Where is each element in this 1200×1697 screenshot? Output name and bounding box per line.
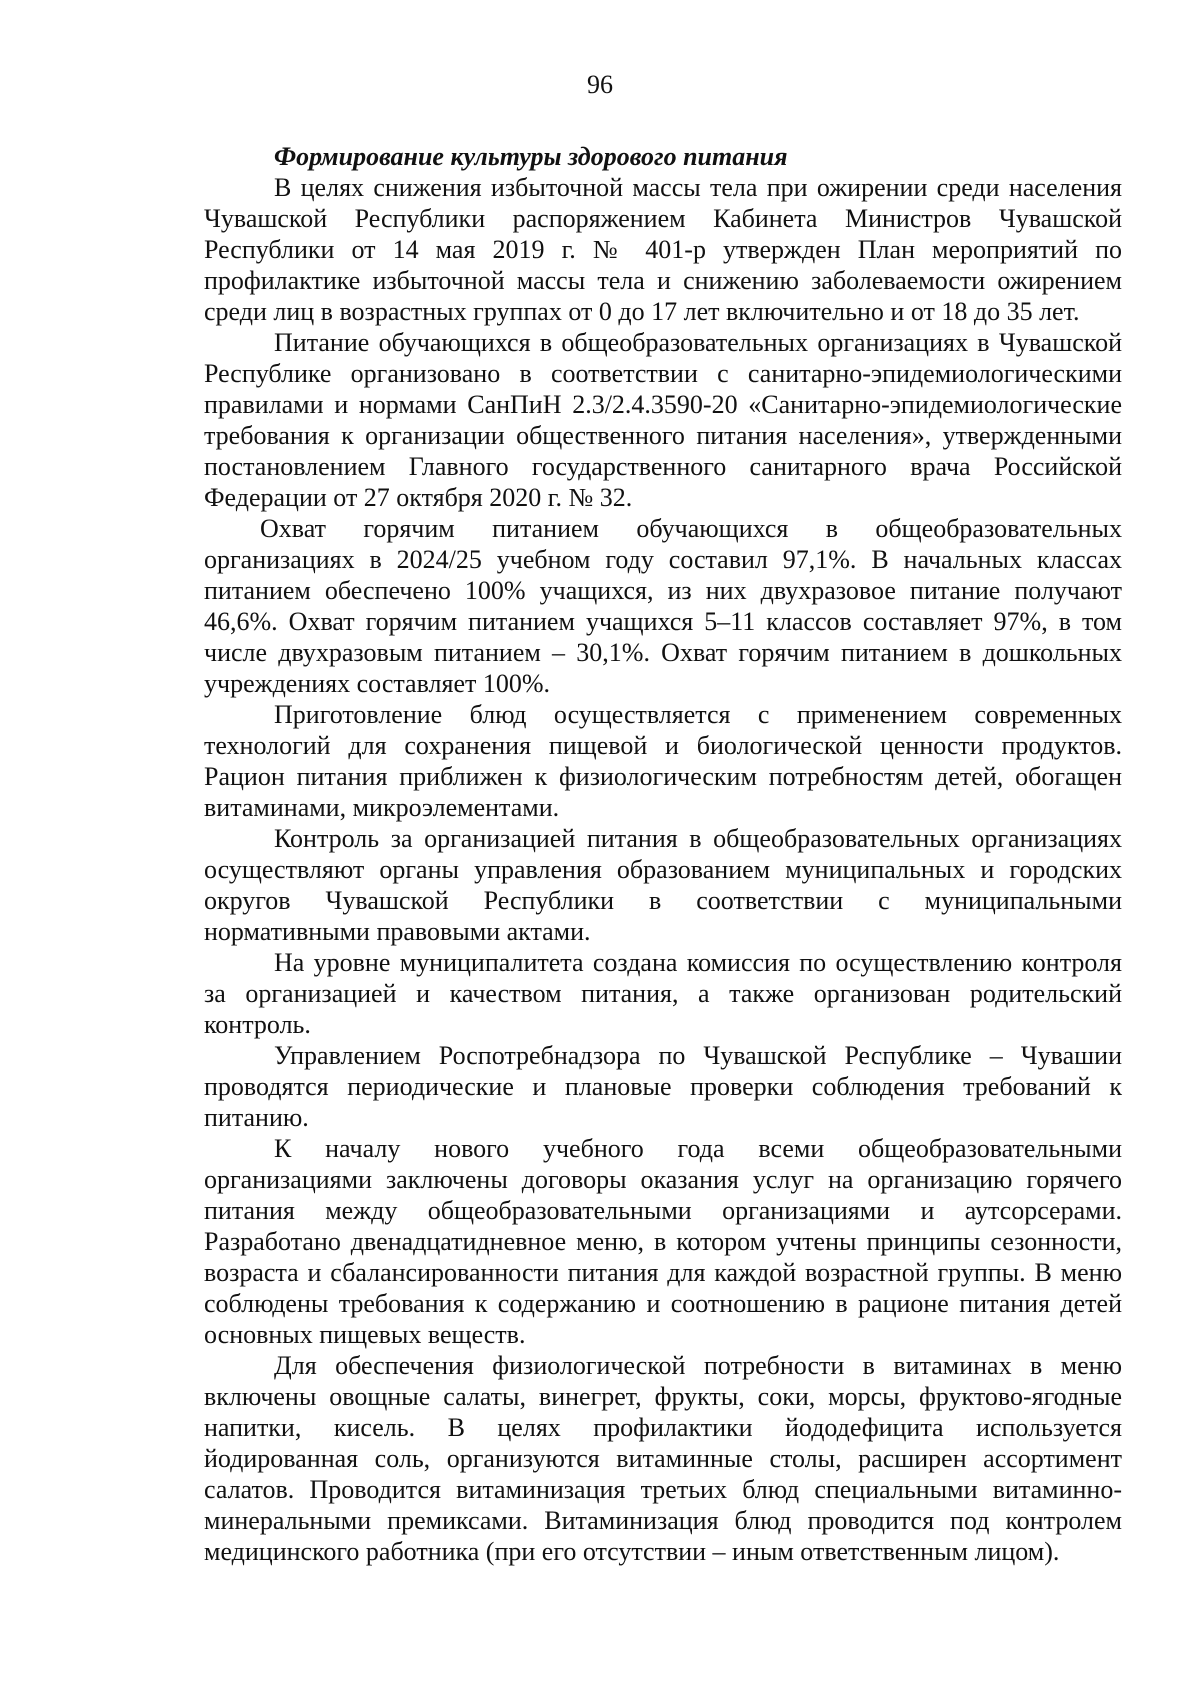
paragraph-vitamins: Для обеспечения физиологической потребности в витаминах в меню включены овощные салаты, винегрет, фрукты, соки, морсы, фруктово-ягодные напитки, кисель. В целях профилактики йододефицита используется йодированная соль, организуются витаминные столы, расширен ассортимент салатов. Проводится витаминизация третьих блюд специальными витаминно-минеральными премиксами. Витаминизация блюд проводится под контролем медицинского работника (при его отсутствии – иным ответственным лицом). (204, 1351, 1122, 1566)
paragraph-commission: На уровне муниципалитета создана комиссия по осуществлению контроля за организацией и качеством питания, а также организован родительский контроль. (204, 948, 1122, 1039)
paragraph-obesity-plan: В целях снижения избыточной массы тела при ожирении среди населения Чувашской Республики распоряжением Кабинета Министров Чувашской Республики от 14 мая 2019 г. № 401-р утвержден План мероприятий по профилактике избыточной массы тела и снижению заболеваемости ожирением среди лиц в возрастных группах от 0 до 17 лет включительно и от 18 до 35 лет. (204, 173, 1122, 326)
page-number: 96 (587, 70, 613, 99)
paragraph-rospotrebnadzor: Управлением Роспотребнадзора по Чувашской Республике – Чувашии проводятся периодические и плановые проверки соблюдения требований к питанию. (204, 1041, 1122, 1132)
paragraph-hot-meals-coverage: Охват горячим питанием обучающихся в общеобразовательных организациях в 2024/25 учебном году составил 97,1%. В начальных классах питанием обеспечено 100% учащихся, из них двухразовое питание получают 46,6%. Охват горячим питанием учащихся 5–11 классов составляет 97%, в том числе двухразовым питанием – 30,1%. Охват горячим питанием в дошкольных учреждениях составляет 100%. (204, 514, 1122, 698)
paragraph-control: Контроль за организацией питания в общеобразовательных организациях осуществляют органы управления образованием муниципальных и городских округов Чувашской Республики в соответствии с муниципальными нормативными правовыми актами. (204, 824, 1122, 946)
document-body (204, 141, 1122, 1567)
paragraph-sanpin: Питание обучающихся в общеобразовательных организациях в Чувашской Республике организовано в соответствии с санитарно-эпидемиологическими правилами и нормами СанПиН 2.3/2.4.3590-20 «Санитарно-эпидемиологические требования к организации общественного питания населения», утвержденными постановлением Главного государственного санитарного врача Российской Федерации от 27 октября 2020 г. № 32. (204, 328, 1122, 512)
section-title: Формирование культуры здорового питания (274, 142, 788, 171)
paragraph-cooking-technologies: Приготовление блюд осуществляется с применением современных технологий для сохранения пищевой и биологической ценности продуктов. Рацион питания приближен к физиологическим потребностям детей, обогащен витаминами, микроэлементами. (204, 700, 1122, 822)
paragraph-contracts-menu: К началу нового учебного года всеми общеобразовательными организациями заключены договоры оказания услуг на организацию горячего питания между общеобразовательными организациями и аутсорсерами. Разработано двенадцатидневное меню, в котором учтены принципы сезонности, возраста и сбалансированности питания для каждой возрастной группы. В меню соблюдены требования к содержанию и соотношению в рационе питания детей основных пищевых веществ. (204, 1134, 1122, 1349)
